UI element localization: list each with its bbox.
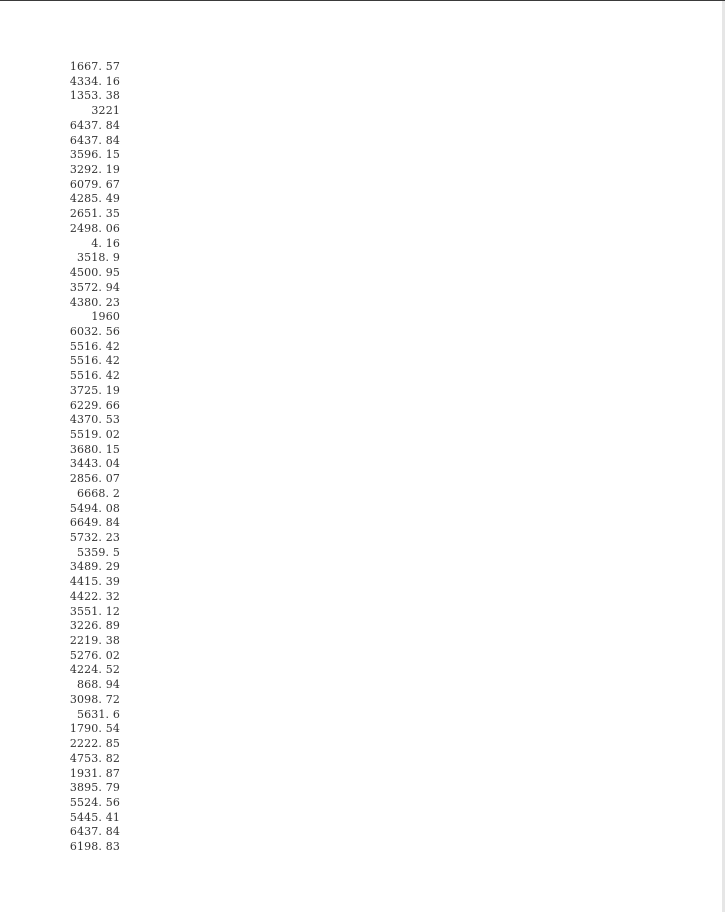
value-row: 868. 94 — [76, 678, 120, 692]
value-row: 3596. 15 — [69, 148, 120, 162]
value-row: 5519. 02 — [69, 427, 120, 441]
value-row: 6649. 84 — [69, 516, 120, 530]
value-row: 1667. 57 — [69, 60, 120, 73]
value-row: 6229. 66 — [69, 398, 120, 412]
value-row: 4334. 16 — [69, 74, 120, 88]
value-row: 5516. 42 — [69, 369, 120, 383]
value-row: 5359. 5 — [76, 545, 120, 559]
value-row: 3098. 72 — [69, 692, 120, 706]
value-row: 5516. 42 — [69, 339, 120, 353]
value-row: 3572. 94 — [69, 280, 120, 294]
value-row: 2651. 35 — [69, 207, 120, 221]
value-row: 3221 — [91, 104, 120, 118]
value-row: 5524. 56 — [69, 795, 120, 809]
value-row: 6198. 83 — [69, 840, 120, 854]
value-row: 3226. 89 — [69, 619, 120, 633]
value-row: 3443. 04 — [69, 457, 120, 471]
value-row: 4422. 32 — [69, 589, 120, 603]
value-row: 1960 — [91, 310, 120, 324]
value-row: 3551. 12 — [69, 604, 120, 618]
value-row: 4. 16 — [91, 236, 120, 250]
value-row: 2219. 38 — [69, 634, 120, 648]
value-row: 3895. 79 — [69, 781, 120, 795]
value-row: 5494. 08 — [69, 501, 120, 515]
value-row: 2498. 06 — [69, 221, 120, 235]
value-row: 4753. 82 — [69, 751, 120, 765]
value-row: 3292. 19 — [69, 163, 120, 177]
value-row: 1790. 54 — [69, 722, 120, 736]
value-row: 5276. 02 — [69, 648, 120, 662]
value-row: 5445. 41 — [69, 810, 120, 824]
value-row: 5631. 6 — [76, 707, 120, 721]
value-row: 1931. 87 — [69, 766, 120, 780]
value-row: 1353. 38 — [69, 89, 120, 103]
value-row: 6032. 56 — [69, 324, 120, 338]
value-row: 3518. 9 — [76, 251, 120, 265]
value-row: 6437. 84 — [69, 133, 120, 147]
value-row: 4500. 95 — [69, 266, 120, 280]
value-row: 4415. 39 — [69, 575, 120, 589]
value-row: 3680. 15 — [69, 442, 120, 456]
value-row: 4224. 52 — [69, 663, 120, 677]
number-column — [62, 60, 120, 855]
value-row: 6437. 84 — [69, 825, 120, 839]
value-row: 2222. 85 — [69, 737, 120, 751]
value-row: 6668. 2 — [76, 486, 120, 500]
value-row: 5516. 42 — [69, 354, 120, 368]
value-row: 6437. 84 — [69, 118, 120, 132]
value-row: 5732. 23 — [69, 531, 120, 544]
value-row: 4285. 49 — [69, 192, 120, 206]
value-row: 3489. 29 — [69, 560, 120, 574]
value-row: 4380. 23 — [69, 295, 120, 309]
value-row: 4370. 53 — [69, 413, 120, 427]
value-row: 2856. 07 — [69, 472, 120, 486]
value-row: 3725. 19 — [69, 383, 120, 397]
value-row: 6079. 67 — [69, 177, 120, 191]
